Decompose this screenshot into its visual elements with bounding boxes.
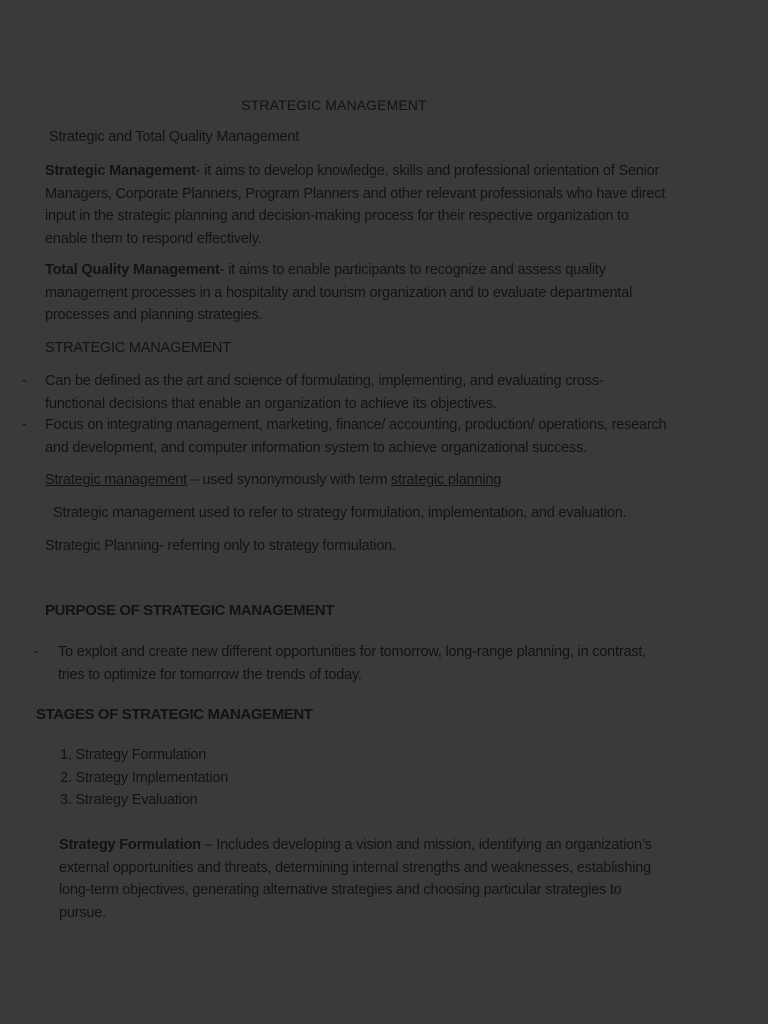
- purpose-marker: -: [34, 644, 39, 660]
- tqm-text: - it aims to enable participants to recognize and assess quality management processes in a hospitality and tourism organization and to evaluate departmental processes and planning strategies.: [45, 262, 633, 323]
- bullet-marker: -: [22, 417, 27, 433]
- planning-line: Strategic Planning- referring only to strategy formulation.: [45, 538, 396, 554]
- formulation-term: Strategy Formulation: [59, 837, 201, 853]
- stage-item: 2. Strategy Implementation: [60, 769, 229, 786]
- stage-item: 1, Strategy Formulation: [60, 747, 207, 763]
- synonym-line: [45, 469, 705, 492]
- tqm-term: Total Quality Management: [45, 262, 220, 278]
- synonym-term-1: Strategic management: [45, 472, 187, 488]
- document-subtitle: Strategic and Total Quality Management: [49, 129, 300, 145]
- synonym-term-2: strategic planning: [391, 472, 502, 488]
- formulation-paragraph: [59, 834, 671, 924]
- stages-heading: STAGES OF STRATEGIC MANAGEMENT: [36, 706, 313, 723]
- purpose-text: To exploit and create new different opportunities for tomorrow, long-range planning, in contrast, tries to optimize for tomorrow the trends of today.: [58, 644, 647, 683]
- stage-item: 3. Strategy Evaluation: [60, 792, 198, 808]
- document-title: STRATEGIC MANAGEMENT: [241, 97, 427, 113]
- sm-text: - it aims to develop knowledge, skills and professional orientation of Senior Managers, Corporate Planners, Program Planners and other relevant professionals who have direct input in the strategic planning and decision-making process for their respective organization to enable them to respond effectively.: [45, 163, 666, 247]
- purpose-heading: PURPOSE OF STRATEGIC MANAGEMENT: [45, 602, 334, 619]
- bullet-marker: -: [22, 373, 27, 389]
- bullet-item: Focus on integrating management, marketing, finance/ accounting, production/ operations, research and development, and computer information system to achieve organizational success.: [45, 417, 667, 456]
- synonym-middle: – used synonymously with term: [186, 472, 392, 488]
- usage-line: Strategic management used to refer to strategy formulation, implementation, and evaluation.: [53, 505, 627, 521]
- formulation-text: – Includes developing a vision and mission, identifying an organization’s external opportunities and threats, determining internal strengths and weaknesses, establishing long-term objectives, generating alternative strategies and choosing particular strategies to pursue.: [59, 837, 652, 921]
- sm-term: Strategic Management: [45, 163, 196, 179]
- bullet-item: Can be defined as the art and science of formulating, implementing, and evaluating cross-functional decisions that enable an organization to achieve its objectives.: [45, 373, 604, 412]
- tqm-definition: [45, 259, 665, 327]
- stages-list: [60, 744, 460, 812]
- section-label: STRATEGIC MANAGEMENT: [45, 340, 231, 356]
- strategic-management-definition: [45, 160, 672, 250]
